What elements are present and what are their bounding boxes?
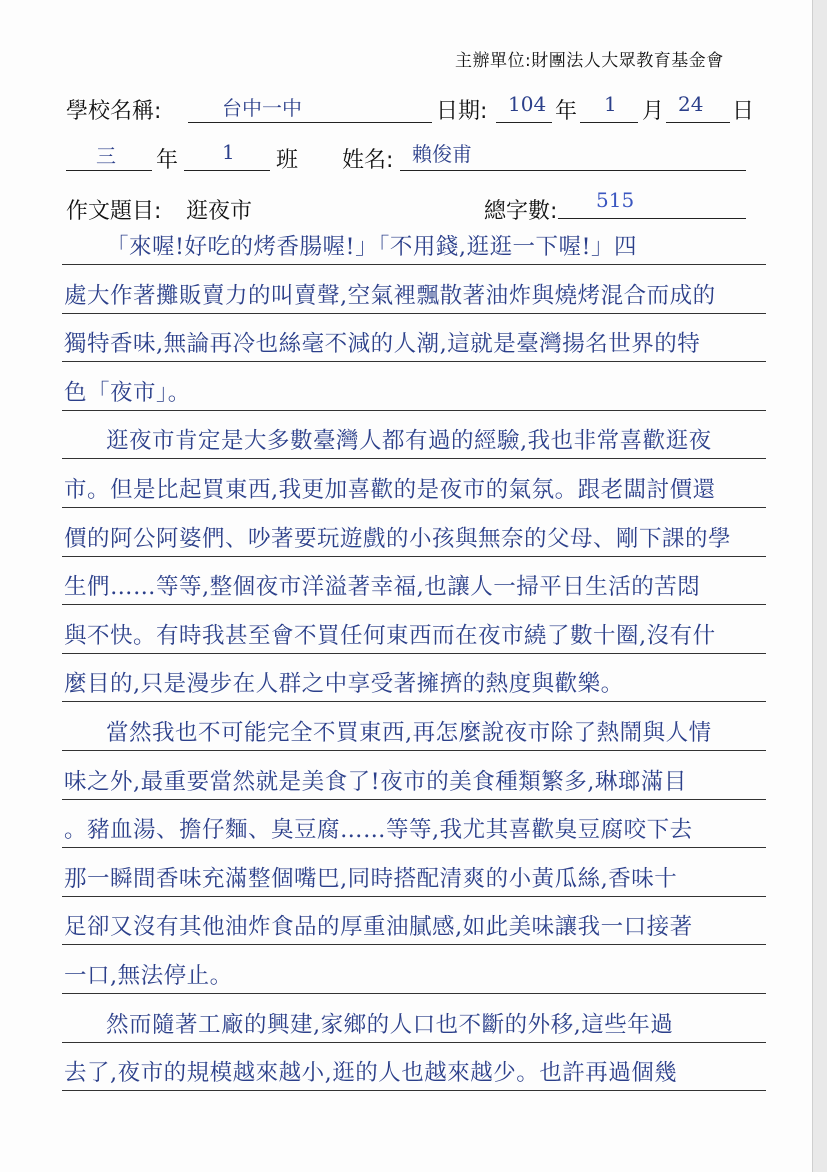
ruled-line [62,653,766,654]
school-label: 學校名稱: [66,99,162,124]
essay-line: 味之外,最重要當然就是美食了!夜市的美食種類繁多,琳瑯滿目 [64,768,687,795]
ruled-line [62,604,766,605]
day-label: 日 [732,99,755,124]
name-value: 賴俊甫 [412,142,472,166]
sponsor-text: 主辦單位:財團法人大眾教育基金會 [455,51,724,71]
ruled-line [62,313,766,314]
ruled-line [62,750,766,751]
name-underline [400,170,746,171]
class-value: 1 [222,140,235,164]
essay-line: 麼目的,只是漫步在人群之中享受著擁擠的熱度與歡樂。 [64,671,624,698]
essay-line: 處大作著攤販賣力的叫賣聲,空氣裡飄散著油炸與燒烤混合而成的 [64,282,716,309]
date-label: 日期: [436,99,488,124]
essay-line: 然而隨著工廠的興建,家鄉的人口也不斷的外移,這些年過 [106,1011,674,1038]
essay-line: 與不快。有時我甚至會不買任何東西而在夜市繞了數十圈,沒有什 [64,622,716,649]
essay-line: 足卻又沒有其他油炸食品的厚重油膩感,如此美味讓我一口接著 [64,914,693,941]
ruled-line [62,556,766,557]
wordcount-underline [558,218,746,219]
grade-value: 三 [96,144,116,168]
wordcount-label: 總字數: [484,199,558,224]
essay-line: 去了,夜市的規模越來越小,逛的人也越來越少。也許再過個幾 [64,1060,678,1087]
essay-line: 那一瞬間香味充滿整個嘴巴,同時搭配清爽的小黃瓜絲,香味十 [64,865,678,892]
day-underline [666,122,730,123]
topic-label: 作文題目: [66,199,162,224]
ruled-line [62,847,766,848]
date-month: 1 [604,92,617,116]
ruled-line [62,264,766,265]
month-underline [580,122,638,123]
essay-line: 一口,無法停止。 [64,963,233,989]
ruled-line [62,701,766,702]
scan-edge [812,0,827,1172]
essay-line: 「來喔!好吃的烤香腸喔!」「不用錢,逛逛一下喔!」四 [106,234,638,260]
ruled-line [62,896,766,897]
date-day: 24 [678,92,704,116]
wordcount-value: 515 [596,188,635,212]
ruled-line [62,507,766,508]
grade-label: 年 [156,148,179,173]
ruled-line [62,799,766,800]
ruled-line [62,944,766,945]
essay-line: 。豬血湯、擔仔麵、臭豆腐……等等,我尤其喜歡臭豆腐咬下去 [64,817,693,844]
month-label: 月 [642,99,665,124]
essay-line: 價的阿公阿婆們、吵著要玩遊戲的小孩與無奈的父母、剛下課的學 [64,525,732,552]
essay-line: 市。但是比起買東西,我更加喜歡的是夜市的氣氛。跟老闆討價還 [64,477,716,503]
ruled-line [62,1042,766,1043]
year-underline [496,122,552,123]
grade-underline [66,170,152,171]
ruled-line [62,410,766,411]
essay-line: 當然我也不可能完全不買東西,再怎麼說夜市除了熱鬧與人情 [106,720,712,746]
class-underline [184,170,270,171]
ruled-line [62,993,766,994]
year-label: 年 [555,99,578,124]
essay-line: 逛夜市肯定是大多數臺灣人都有過的經驗,我也非常喜歡逛夜 [106,428,712,455]
essay-line: 生們……等等,整個夜市洋溢著幸福,也讓人一掃平日生活的苦悶 [64,574,701,601]
ruled-line [62,458,766,459]
essay-line: 獨特香味,無論再冷也絲毫不減的人潮,這就是臺灣揚名世界的特 [64,331,701,358]
class-label: 班 [276,148,299,173]
school-underline [188,122,432,123]
ruled-line [62,361,766,362]
school-value: 台中一中 [222,96,302,120]
name-label: 姓名: [342,148,394,173]
ruled-line [62,1090,766,1091]
date-year: 104 [508,92,547,116]
essay-line: 色「夜市」。 [64,379,191,406]
topic-value: 逛夜市 [186,199,253,224]
